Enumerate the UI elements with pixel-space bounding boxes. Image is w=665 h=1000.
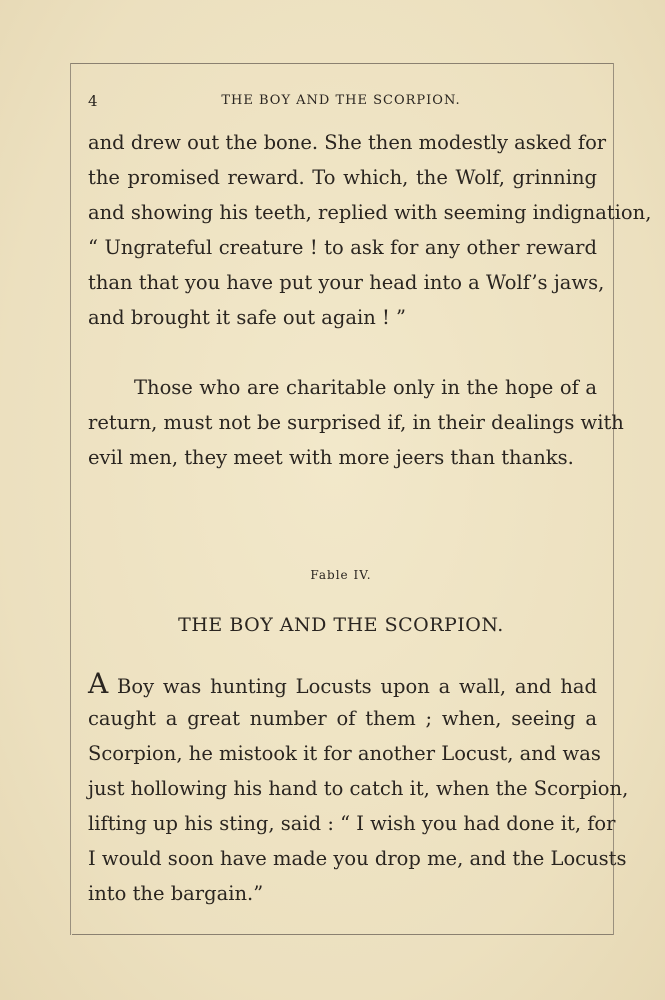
text-line: Scorpion, he mistook it for another Locust, and was (88, 742, 601, 765)
first-line-text: Boy was hunting Locusts upon a wall, and had (117, 675, 597, 698)
text-line: I would soon have made you drop me, and the Locusts (88, 847, 627, 870)
drop-initial: A (88, 667, 109, 700)
page-border-top (70, 63, 613, 64)
page-border-right (613, 63, 614, 935)
text-line: “ Ungrateful creature ! to ask for any other reward (88, 236, 597, 259)
text-line: into the bargain.” (88, 882, 264, 905)
fable-number: Fable IV. (310, 568, 372, 582)
text-line: and showing his teeth, replied with seeming indignation, (88, 201, 652, 224)
text-line: than that you have put your head into a Wolf’s jaws, (88, 271, 605, 294)
paragraph-scorpion-fable (88, 666, 629, 911)
running-head: THE BOY AND THE SCORPION. (221, 93, 461, 108)
page-number: 4 (88, 92, 98, 110)
text-line: the promised reward. To which, the Wolf, grinning (88, 166, 597, 189)
text-line: and brought it safe out again ! ” (88, 306, 406, 329)
text-line: return, must not be surprised if, in their dealings with (88, 411, 624, 434)
paragraph-wolf-ending (88, 125, 652, 335)
page-border-bottom (72, 934, 613, 935)
text-line-first (88, 666, 597, 701)
text-line: Those who are charitable only in the hope of a (134, 376, 597, 399)
text-line: lifting up his sting, said : “ I wish you had done it, for (88, 812, 616, 835)
text-line: caught a great number of them ; when, seeing a (88, 707, 597, 730)
fable-title: THE BOY AND THE SCORPION. (178, 614, 504, 636)
paragraph-moral (88, 370, 624, 475)
text-line: evil men, they meet with more jeers than thanks. (88, 446, 574, 469)
page-border-left (70, 63, 71, 935)
text-line: just hollowing his hand to catch it, when the Scorpion, (88, 777, 629, 800)
text-line: and drew out the bone. She then modestly asked for (88, 131, 607, 154)
